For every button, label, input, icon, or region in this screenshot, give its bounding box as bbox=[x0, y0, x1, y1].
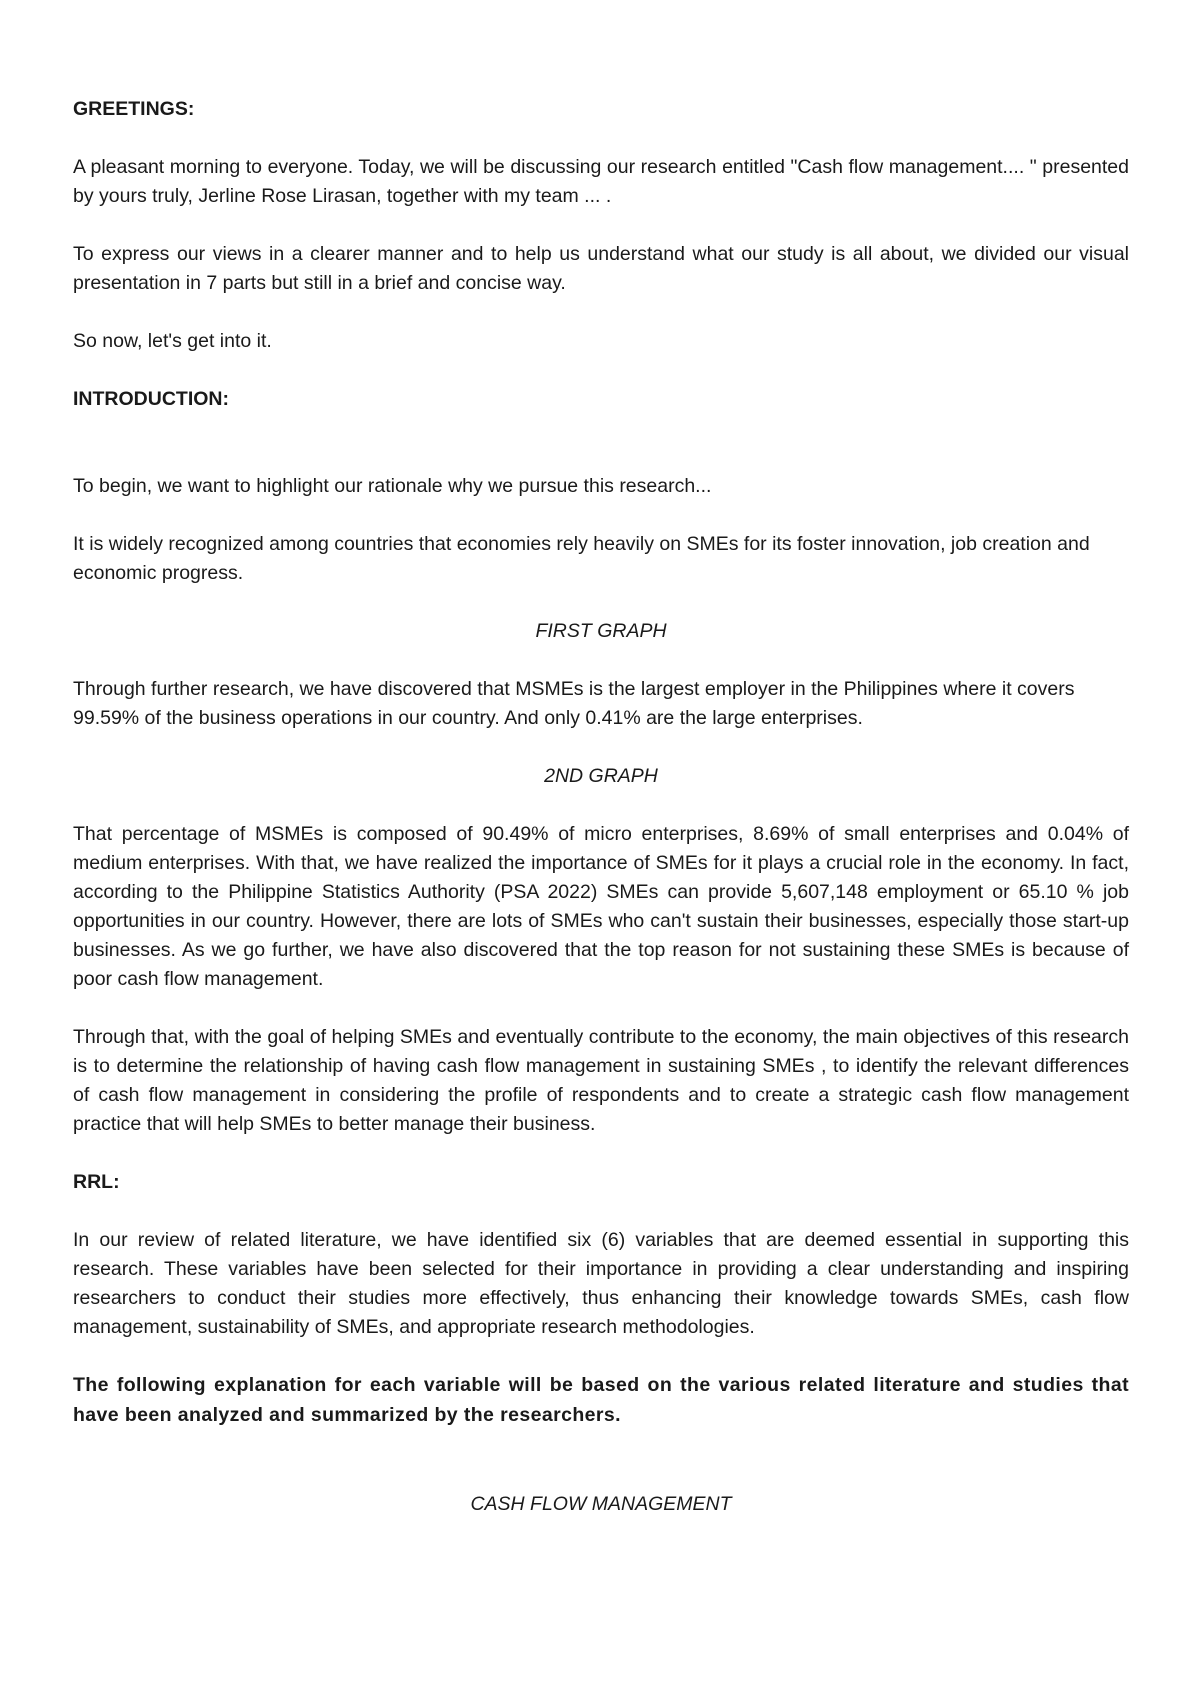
introduction-heading: INTRODUCTION: bbox=[73, 388, 229, 410]
introduction-paragraph-5: Through that, with the goal of helping SMEs and eventually contribute to the economy, the main objectives of this research is to determine the relationship of having cash flow management in sustaining SMEs , to identify the relevant differences of cash flow management in considering the profile of respondents and to create a strategic cash flow management practice that will help SMEs to better manage their business. bbox=[73, 1026, 1129, 1135]
first-graph-label: FIRST GRAPH bbox=[535, 620, 667, 642]
introduction-paragraph-4: That percentage of MSMEs is composed of 90.49% of micro enterprises, 8.69% of small enterprises and 0.04% of medium enterprises. With that, we have realized the importance of SMEs for it plays a crucial role in the economy. In fact, according to the Philippine Statistics Authority (PSA 2022) SMEs can provide 5,607,148 employment or 65.10 % job opportunities in our country. However, there are lots of SMEs who can't sustain their businesses, especially those start-up businesses. As we go further, we have also discovered that the top reason for not sustaining these SMEs is because of poor cash flow management. bbox=[73, 823, 1129, 990]
greetings-paragraph-2: To express our views in a clearer manner and to help us understand what our study is all about, we divided our visual presentation in 7 parts but still in a brief and concise way. bbox=[73, 243, 1129, 294]
rrl-paragraph-1: In our review of related literature, we have identified six (6) variables that are deemed essential in supporting this research. These variables have been selected for their importance in providing a clear understanding and inspiring researchers to conduct their studies more effectively, thus enhancing their knowledge towards SMEs, cash flow management, sustainability of SMEs, and appropriate research methodologies. bbox=[73, 1229, 1129, 1338]
introduction-paragraph-2: It is widely recognized among countries that economies rely heavily on SMEs for its foster innovation, job creation and economic progress. bbox=[73, 533, 1090, 584]
introduction-paragraph-3: Through further research, we have discovered that MSMEs is the largest employer in the Philippines where it covers 99.59% of the business operations in our country. And only 0.41% are the large enterprises. bbox=[73, 678, 1075, 729]
rrl-heading: RRL: bbox=[73, 1171, 120, 1193]
second-graph-label: 2ND GRAPH bbox=[544, 765, 658, 787]
greetings-paragraph-1: A pleasant morning to everyone. Today, we will be discussing our research entitled "Cash flow management.... " presented by yours truly, Jerline Rose Lirasan, together with my team ... . bbox=[73, 156, 1129, 207]
rrl-bold-note: The following explanation for each variable will be based on the various related literature and studies that have been analyzed and summarized by the researchers. bbox=[73, 1374, 1129, 1426]
document-page bbox=[73, 95, 1129, 1519]
greetings-heading: GREETINGS: bbox=[73, 98, 195, 120]
introduction-paragraph-1: To begin, we want to highlight our rationale why we pursue this research... bbox=[73, 475, 712, 497]
cash-flow-management-label: CASH FLOW MANAGEMENT bbox=[470, 1493, 732, 1515]
greetings-paragraph-3: So now, let's get into it. bbox=[73, 330, 272, 352]
